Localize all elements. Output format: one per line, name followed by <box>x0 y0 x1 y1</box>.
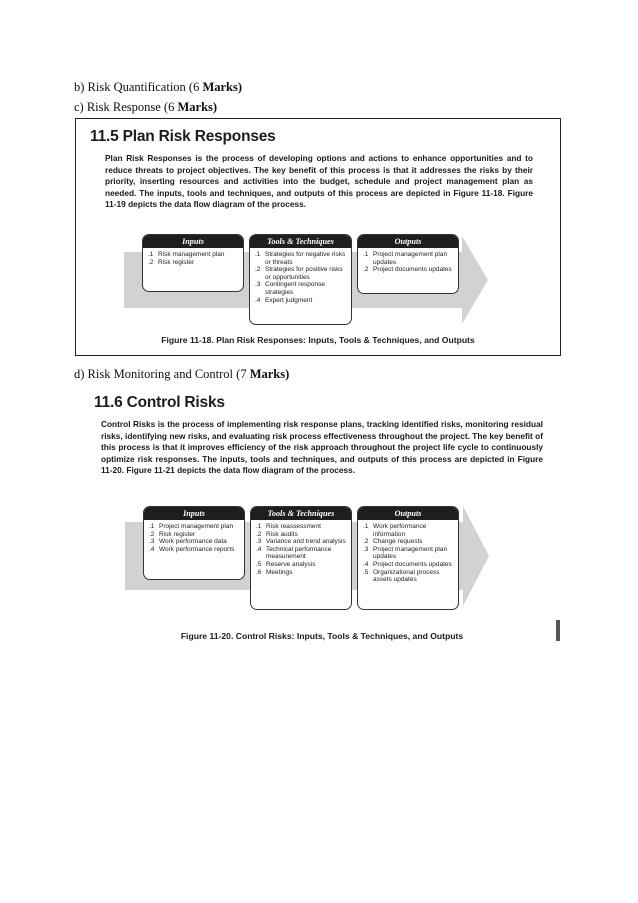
item-number: .5 <box>363 568 369 576</box>
item-text: Strategies for negative risks or threats <box>265 251 346 266</box>
item-number: .4 <box>255 296 261 304</box>
question-c <box>74 100 217 114</box>
figure1-tools-heading: Tools & Techniques <box>250 235 351 248</box>
item-number: .5 <box>256 560 262 568</box>
figure1-caption: Figure 11-18. Plan Risk Responses: Inputs, Tools & Techniques, and Outputs <box>161 335 475 345</box>
item-number: .6 <box>256 568 262 576</box>
item-text: Risk register <box>159 530 196 538</box>
figure2-section-title: 11.6 Control Risks <box>94 394 225 411</box>
item-text: Organizational process assets updates <box>373 568 440 584</box>
item-text: Risk management plan <box>158 251 225 258</box>
figure-plan-risk-responses <box>75 118 561 356</box>
figure1-section-title: 11.5 Plan Risk Responses <box>90 128 276 145</box>
list-item <box>363 266 454 274</box>
figure1-flow-diagram <box>124 234 490 326</box>
figure2-outputs-box <box>357 506 459 610</box>
figure1-outputs-list <box>358 248 458 274</box>
item-number: .2 <box>255 266 261 274</box>
list-item <box>256 531 347 539</box>
list-item <box>256 538 347 546</box>
list-item <box>148 259 239 267</box>
item-text: Project documents updates <box>373 266 452 274</box>
figure-control-risks <box>92 392 552 652</box>
item-text: Work performance information <box>373 523 427 538</box>
item-text: Risk register <box>158 258 195 266</box>
figure2-caption: Figure 11-20. Control Risks: Inputs, Tools & Techniques, and Outputs <box>180 631 464 641</box>
question-b-text: b) Risk Quantification (6 <box>74 80 203 94</box>
figure1-outputs-heading: Outputs <box>358 235 458 248</box>
item-number: .4 <box>149 545 155 553</box>
item-text: Work performance data <box>159 538 227 546</box>
list-item <box>255 297 347 305</box>
list-item <box>255 251 347 266</box>
figure2-inputs-box <box>143 506 245 580</box>
item-text: Change requests <box>373 538 423 546</box>
figure2-tools-list <box>251 520 351 576</box>
list-item <box>255 281 347 296</box>
figure2-tools-box <box>250 506 352 610</box>
item-number: .4 <box>363 560 369 568</box>
item-number: .3 <box>255 281 261 289</box>
item-number: .2 <box>363 266 369 274</box>
question-d-text: d) Risk Monitoring and Control (7 <box>74 367 250 381</box>
figure1-inputs-box <box>142 234 244 292</box>
item-text: Project management plan updates <box>373 251 448 266</box>
list-item <box>256 546 347 561</box>
item-text: Project management plan <box>159 523 234 530</box>
item-number: .2 <box>363 538 369 546</box>
figure1-inputs-heading: Inputs <box>143 235 243 248</box>
item-number: .2 <box>256 530 262 538</box>
item-number: .1 <box>149 523 155 530</box>
list-item <box>256 569 347 577</box>
list-item <box>149 523 240 531</box>
list-item <box>149 546 240 554</box>
question-b <box>74 80 242 94</box>
list-item <box>363 546 454 561</box>
list-item <box>256 561 347 569</box>
item-number: .1 <box>148 251 154 258</box>
figure2-outputs-heading: Outputs <box>358 507 458 520</box>
item-number: .1 <box>363 523 369 530</box>
item-number: .2 <box>148 258 154 266</box>
item-text: Expert judgment <box>265 296 313 304</box>
question-c-marks: Marks) <box>177 100 218 114</box>
figure2-inputs-heading: Inputs <box>144 507 244 520</box>
item-text: Variance and trend analysis <box>266 538 346 546</box>
figure1-tools-list <box>250 248 351 304</box>
item-text: Contingent response strategies <box>265 281 325 296</box>
list-item <box>149 538 240 546</box>
question-b-marks: Marks) <box>202 80 243 94</box>
list-item <box>363 538 454 546</box>
figure2-tools-heading: Tools & Techniques <box>251 507 351 520</box>
scrollbar-thumb[interactable] <box>556 620 560 641</box>
item-text: Strategies for positive risks or opportunities <box>265 266 343 281</box>
item-text: Technical performance measurement <box>266 545 332 561</box>
item-text: Project management plan updates <box>373 545 448 561</box>
figure2-flow-diagram <box>125 506 491 612</box>
item-number: .1 <box>255 251 261 258</box>
list-item <box>363 251 454 266</box>
figure1-outputs-box <box>357 234 459 294</box>
item-text: Risk reassessment <box>266 523 321 530</box>
item-number: .3 <box>149 538 155 546</box>
figure2-paragraph: Control Risks is the process of implementing risk response plans, tracking identified risks, monitoring residual risks, identifying new risks, and evaluating risk process effectiveness throughout the project. The key benefit of this process is that it improves efficiency of the risk approach throughout the project life cycle to continuously optimize risk responses. The inputs, tools and techniques, and outputs of this process are depicted in Figure 11-20. Figure 11-21 depicts the data flow diagram of the process. <box>101 419 543 476</box>
item-number: .4 <box>256 545 262 553</box>
question-d <box>74 367 289 381</box>
item-text: Reserve analysis <box>266 560 316 568</box>
item-text: Project documents updates <box>373 560 452 568</box>
item-text: Meetings <box>266 568 293 576</box>
list-item <box>363 569 454 584</box>
item-number: .1 <box>256 523 262 530</box>
question-c-text: c) Risk Response (6 <box>74 100 178 114</box>
list-item <box>363 523 454 538</box>
item-text: Risk audits <box>266 530 298 538</box>
item-number: .2 <box>149 530 155 538</box>
figure2-inputs-list <box>144 520 244 553</box>
item-number: .1 <box>363 251 369 258</box>
list-item <box>148 251 239 259</box>
question-d-marks: Marks) <box>249 367 290 381</box>
figure1-tools-box <box>249 234 352 325</box>
item-text: Work performance reports <box>159 545 235 553</box>
item-number: .3 <box>256 538 262 546</box>
list-item <box>255 266 347 281</box>
list-item <box>149 531 240 539</box>
list-item <box>256 523 347 531</box>
figure1-inputs-list <box>143 248 243 266</box>
figure1-paragraph: Plan Risk Responses is the process of developing options and actions to enhance opportunities and to reduce threats to project objectives. The key benefit of this process is that it addresses the risks by their priority, inserting resources and activities into the budget, schedule and project management plan as needed. The inputs, tools and techniques, and outputs of this process are depicted in Figure 11-18. Figure 11-19 depicts the data flow diagram of the process. <box>105 153 533 210</box>
item-number: .3 <box>363 545 369 553</box>
list-item <box>363 561 454 569</box>
figure2-outputs-list <box>358 520 458 584</box>
